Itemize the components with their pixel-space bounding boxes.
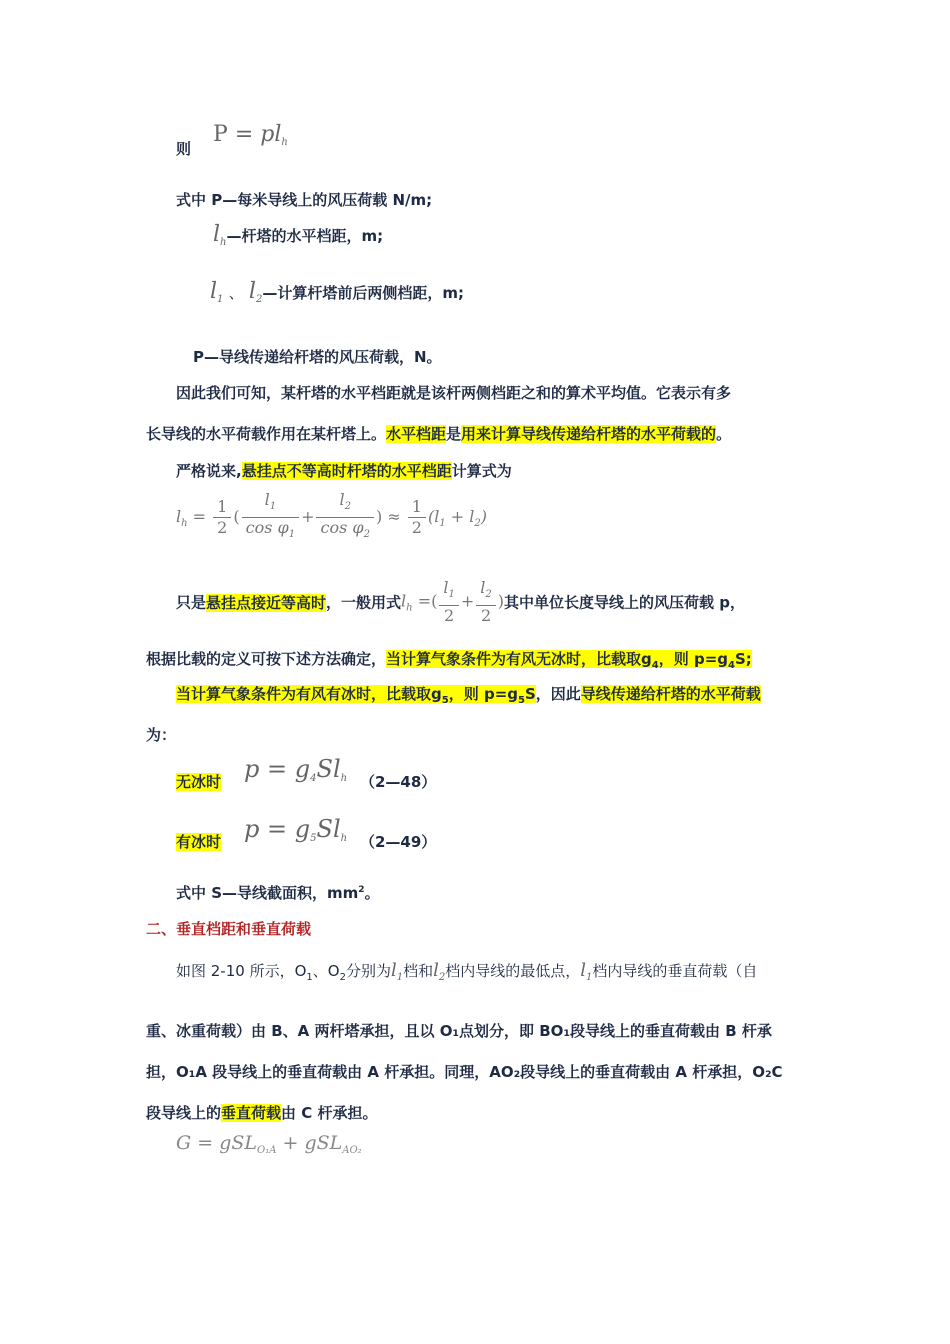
- p3f-lhs: l: [401, 591, 407, 611]
- para2: [176, 460, 512, 481]
- para4-line4: [146, 1102, 378, 1123]
- p4l1-a-sub: 1: [306, 972, 313, 983]
- fs-frac2: [316, 490, 373, 545]
- p4l1-l1-sub: 1: [396, 972, 404, 983]
- eq-ice-eq: =: [267, 815, 288, 843]
- p3l3-hl1: [176, 685, 536, 706]
- p3l2-b-sub: 4: [728, 660, 735, 671]
- p3f-d1: 2: [444, 606, 455, 625]
- fs-half2-den: 2: [411, 518, 422, 537]
- eq-noice-g-sub: 4: [310, 773, 317, 784]
- eq-ice: [244, 815, 347, 844]
- fs-half-den: 2: [217, 518, 228, 537]
- eq-noice-label-text: 无冰时: [176, 773, 222, 791]
- p3l2-hl-text: 当计算气象条件为有风无冰时，比载取: [386, 650, 642, 668]
- fs-tail-close: ): [480, 507, 488, 526]
- p3l1-hl: 悬挂点接近等高时: [206, 593, 327, 612]
- fs-cos2-sub: 2: [363, 529, 370, 540]
- p3f-plus: +: [460, 591, 475, 611]
- fs-eq: =: [192, 507, 207, 526]
- fg-t1: gSL: [219, 1132, 257, 1154]
- p4l1-l3: l: [580, 960, 587, 981]
- fg-eq: =: [197, 1132, 214, 1154]
- p3l2-g: g: [641, 650, 652, 668]
- formula-p-rhs: pl: [260, 122, 282, 147]
- p3f-frac1-num: [439, 578, 459, 606]
- eq-noice-num: （2—48）: [360, 773, 437, 791]
- p4l1-b-sub: 2: [339, 972, 346, 983]
- line-ze: [176, 138, 191, 159]
- def-l12-text: —计算杆塔前后两侧档距，m;: [262, 284, 464, 302]
- def-l1-sub: 1: [217, 294, 224, 305]
- fs-l2-sub: 2: [344, 501, 351, 512]
- fs-close-paren: ): [375, 507, 383, 526]
- def-s-sup: 2: [358, 885, 365, 895]
- para4-line3: 担，O₁A 段导线上的垂直荷载由 A 杆承担。同理，AO₂段导线上的垂直荷载由 A 杆承担，O₂C: [146, 1063, 783, 1081]
- p3l2-c: S;: [734, 650, 752, 668]
- def-l2-sym: l: [248, 279, 256, 304]
- p3l3-mid2: S: [524, 685, 536, 703]
- def-l12-sep: 、: [228, 284, 244, 302]
- section-title: 二、垂直档距和垂直荷载: [146, 920, 312, 938]
- formula-p-sub: h: [281, 137, 288, 148]
- p4l1-c: 分别为: [345, 962, 391, 980]
- p3f-frac1: [439, 578, 459, 626]
- para2-plain: 严格说来,: [176, 462, 242, 480]
- p4l4-a: 段导线上的: [146, 1104, 222, 1122]
- para1-line1: 因此我们可知，某杆塔的水平档距就是该杆两侧档距之和的算术平均值。它表示有多: [176, 384, 732, 402]
- p3l3-hl2: 导线传递给杆塔的水平荷载: [580, 685, 761, 703]
- fs-tail-sub2: 2: [474, 518, 481, 529]
- eq-ice-num: （2—49）: [360, 833, 437, 851]
- p4l4-b: 由 C 杆承担。: [281, 1104, 378, 1122]
- p4l4-hl: 垂直荷载: [221, 1104, 282, 1122]
- def-s-text: 式中 S—导线截面积，mm: [176, 884, 359, 902]
- eq-noice-label: [176, 771, 221, 792]
- def-lh-text: —杆塔的水平档距，m;: [226, 227, 384, 245]
- para4-line1: [176, 960, 757, 983]
- def-lh-sym: l: [213, 222, 221, 247]
- p3f-frac2-num: [476, 578, 496, 606]
- fs-plus: +: [301, 507, 315, 526]
- p3f-lhs-sub: h: [406, 602, 413, 614]
- para1-line2-end: 。: [716, 425, 732, 443]
- def-l2-sub: 2: [255, 294, 263, 305]
- para1-line2-hl1: 水平档距: [386, 425, 447, 443]
- eq-noice-rest-sub: h: [340, 773, 348, 784]
- def-l12: [210, 279, 464, 305]
- p4l1-l3-sub: 1: [586, 972, 593, 983]
- p3f-d2: 2: [480, 606, 492, 625]
- p3l2-b: ，则 p=g: [658, 650, 729, 668]
- def-s-end: 。: [364, 884, 380, 902]
- eq-ice-label-text: 有冰时: [176, 833, 222, 851]
- fs-l1-sub: 1: [269, 501, 277, 512]
- fs-half-num: 1: [213, 497, 231, 518]
- para1-line2: [146, 423, 731, 444]
- fs-tail: (l: [427, 507, 440, 526]
- p3f-open: (: [431, 591, 438, 611]
- p3l3-g: g: [431, 685, 442, 703]
- p3f-close: ): [497, 591, 505, 611]
- def-lh: [213, 222, 383, 248]
- fs-tail-plus: + l: [445, 507, 475, 526]
- fs-frac1-den: [242, 518, 299, 545]
- fs-l2: l: [339, 490, 345, 509]
- formula-p-plh: [213, 122, 288, 148]
- p4l1-e: 档内导线的最低点，: [445, 962, 581, 980]
- p3l3-mid-sub: 5: [518, 695, 525, 706]
- eq-noice: [244, 755, 347, 784]
- p4l1-l2-sub: 2: [438, 972, 446, 983]
- eq-ice-g-sub: 5: [310, 833, 317, 844]
- fs-lhs: l: [176, 507, 182, 526]
- para1-line2-plain: 长导线的水平荷载作用在某杆塔上。: [146, 425, 387, 443]
- para3-line3: [176, 683, 761, 706]
- p4l1-l2: l: [433, 960, 439, 981]
- formula-p-lhs: P: [213, 122, 228, 147]
- fs-half: [213, 497, 231, 538]
- para1-line2-hl2: 用来计算导线传递给杆塔的水平荷载的: [461, 425, 717, 443]
- fs-tail-sub1: 1: [439, 518, 446, 529]
- formula-p-eq: =: [234, 122, 254, 147]
- fs-approx: ≈: [387, 507, 401, 526]
- fs-frac1-num: [242, 490, 299, 518]
- fg-lhs: G: [176, 1132, 192, 1154]
- p4l1-l1: l: [390, 960, 397, 981]
- p3l3-plain: ，因此: [535, 685, 581, 703]
- fs-half2-num: 1: [408, 497, 426, 518]
- p3l1-formula: [401, 578, 504, 626]
- p3f-eq: =: [417, 591, 432, 611]
- def-p2: P—导线传递给杆塔的风压荷载，N。: [193, 348, 442, 366]
- fs-frac2-num: [316, 490, 373, 518]
- eq-noice-lhs: p: [244, 755, 260, 783]
- fs-cos1: cos φ: [245, 518, 289, 537]
- p3f-n1: l: [443, 578, 449, 597]
- fs-cos2: cos φ: [320, 518, 364, 537]
- para3-line4: 为：: [146, 726, 177, 744]
- fs-cos1-sub: 1: [288, 529, 296, 540]
- p3f-n2-sub: 2: [485, 589, 492, 600]
- p3l3-g-sub: 5: [441, 695, 449, 706]
- ze-label: 则: [176, 140, 192, 158]
- fg-t2: gSL: [304, 1132, 343, 1154]
- formula-g: [176, 1132, 362, 1156]
- def-lh-sub: h: [220, 237, 227, 248]
- def-p: 式中 P—每米导线上的风压荷载 N/m;: [176, 191, 433, 209]
- def-l1-sym: l: [210, 279, 218, 304]
- para2-end: 计算式为: [451, 462, 512, 480]
- p4l1-f: 档内导线的垂直荷载（自: [592, 962, 758, 980]
- eq-noice-g: g: [294, 755, 311, 783]
- fg-t2-sub: AO₂: [342, 1145, 362, 1156]
- para3-line1: [176, 578, 745, 626]
- p4l1-a: 如图 2-10 所示，O: [176, 962, 307, 980]
- eq-noice-rest: Sl: [316, 755, 341, 783]
- para2-hl: 悬挂点不等高时杆塔的水平档距: [241, 462, 452, 480]
- p3l1-b: ，一般用式: [326, 593, 402, 612]
- fg-plus: +: [282, 1132, 299, 1154]
- p3f-n1-sub: 1: [448, 589, 455, 600]
- p3l1-a: 只是: [176, 593, 207, 612]
- fs-frac2-den: [316, 518, 373, 545]
- fs-lhs-sub: h: [181, 518, 188, 529]
- eq-ice-g: g: [294, 815, 311, 843]
- eq-ice-lhs: p: [244, 815, 260, 843]
- eq-ice-rest-sub: h: [340, 833, 348, 844]
- eq-ice-rest: Sl: [316, 815, 341, 843]
- p4l1-d: 档和: [403, 962, 434, 980]
- fs-half2: [408, 497, 426, 538]
- fs-l1: l: [264, 490, 270, 509]
- para4-line2: 重、冰重荷载）由 B、A 两杆塔承担，且以 O₁点划分，即 BO₁段导线上的垂直荷载由 B 杆承: [146, 1022, 772, 1040]
- def-s: [176, 882, 380, 903]
- formula-strict: [176, 490, 487, 545]
- p3l2-hl: [386, 650, 752, 671]
- eq-noice-eq: =: [267, 755, 288, 783]
- p3l1-c: 其中单位长度导线上的风压荷载 p，: [504, 593, 745, 612]
- p3l3-mid: ，则 p=g: [448, 685, 518, 703]
- para1-line2-mid: 是: [446, 425, 462, 443]
- para3-line2: [146, 648, 752, 671]
- p4l1-b: 、O: [312, 962, 340, 980]
- eq-ice-label: [176, 831, 221, 852]
- p3f-frac2: [476, 578, 496, 626]
- fs-frac1: [242, 490, 299, 545]
- p3l2-a: 根据比载的定义可按下述方法确定，: [146, 650, 387, 668]
- p3l2-g-sub: 4: [651, 660, 659, 671]
- p3f-n2: l: [480, 578, 486, 597]
- fs-open-paren: (: [233, 507, 240, 526]
- p3l3-hl1-text: 当计算气象条件为有风有冰时，比载取: [176, 685, 432, 703]
- fg-t1-sub: O₁A: [257, 1145, 277, 1156]
